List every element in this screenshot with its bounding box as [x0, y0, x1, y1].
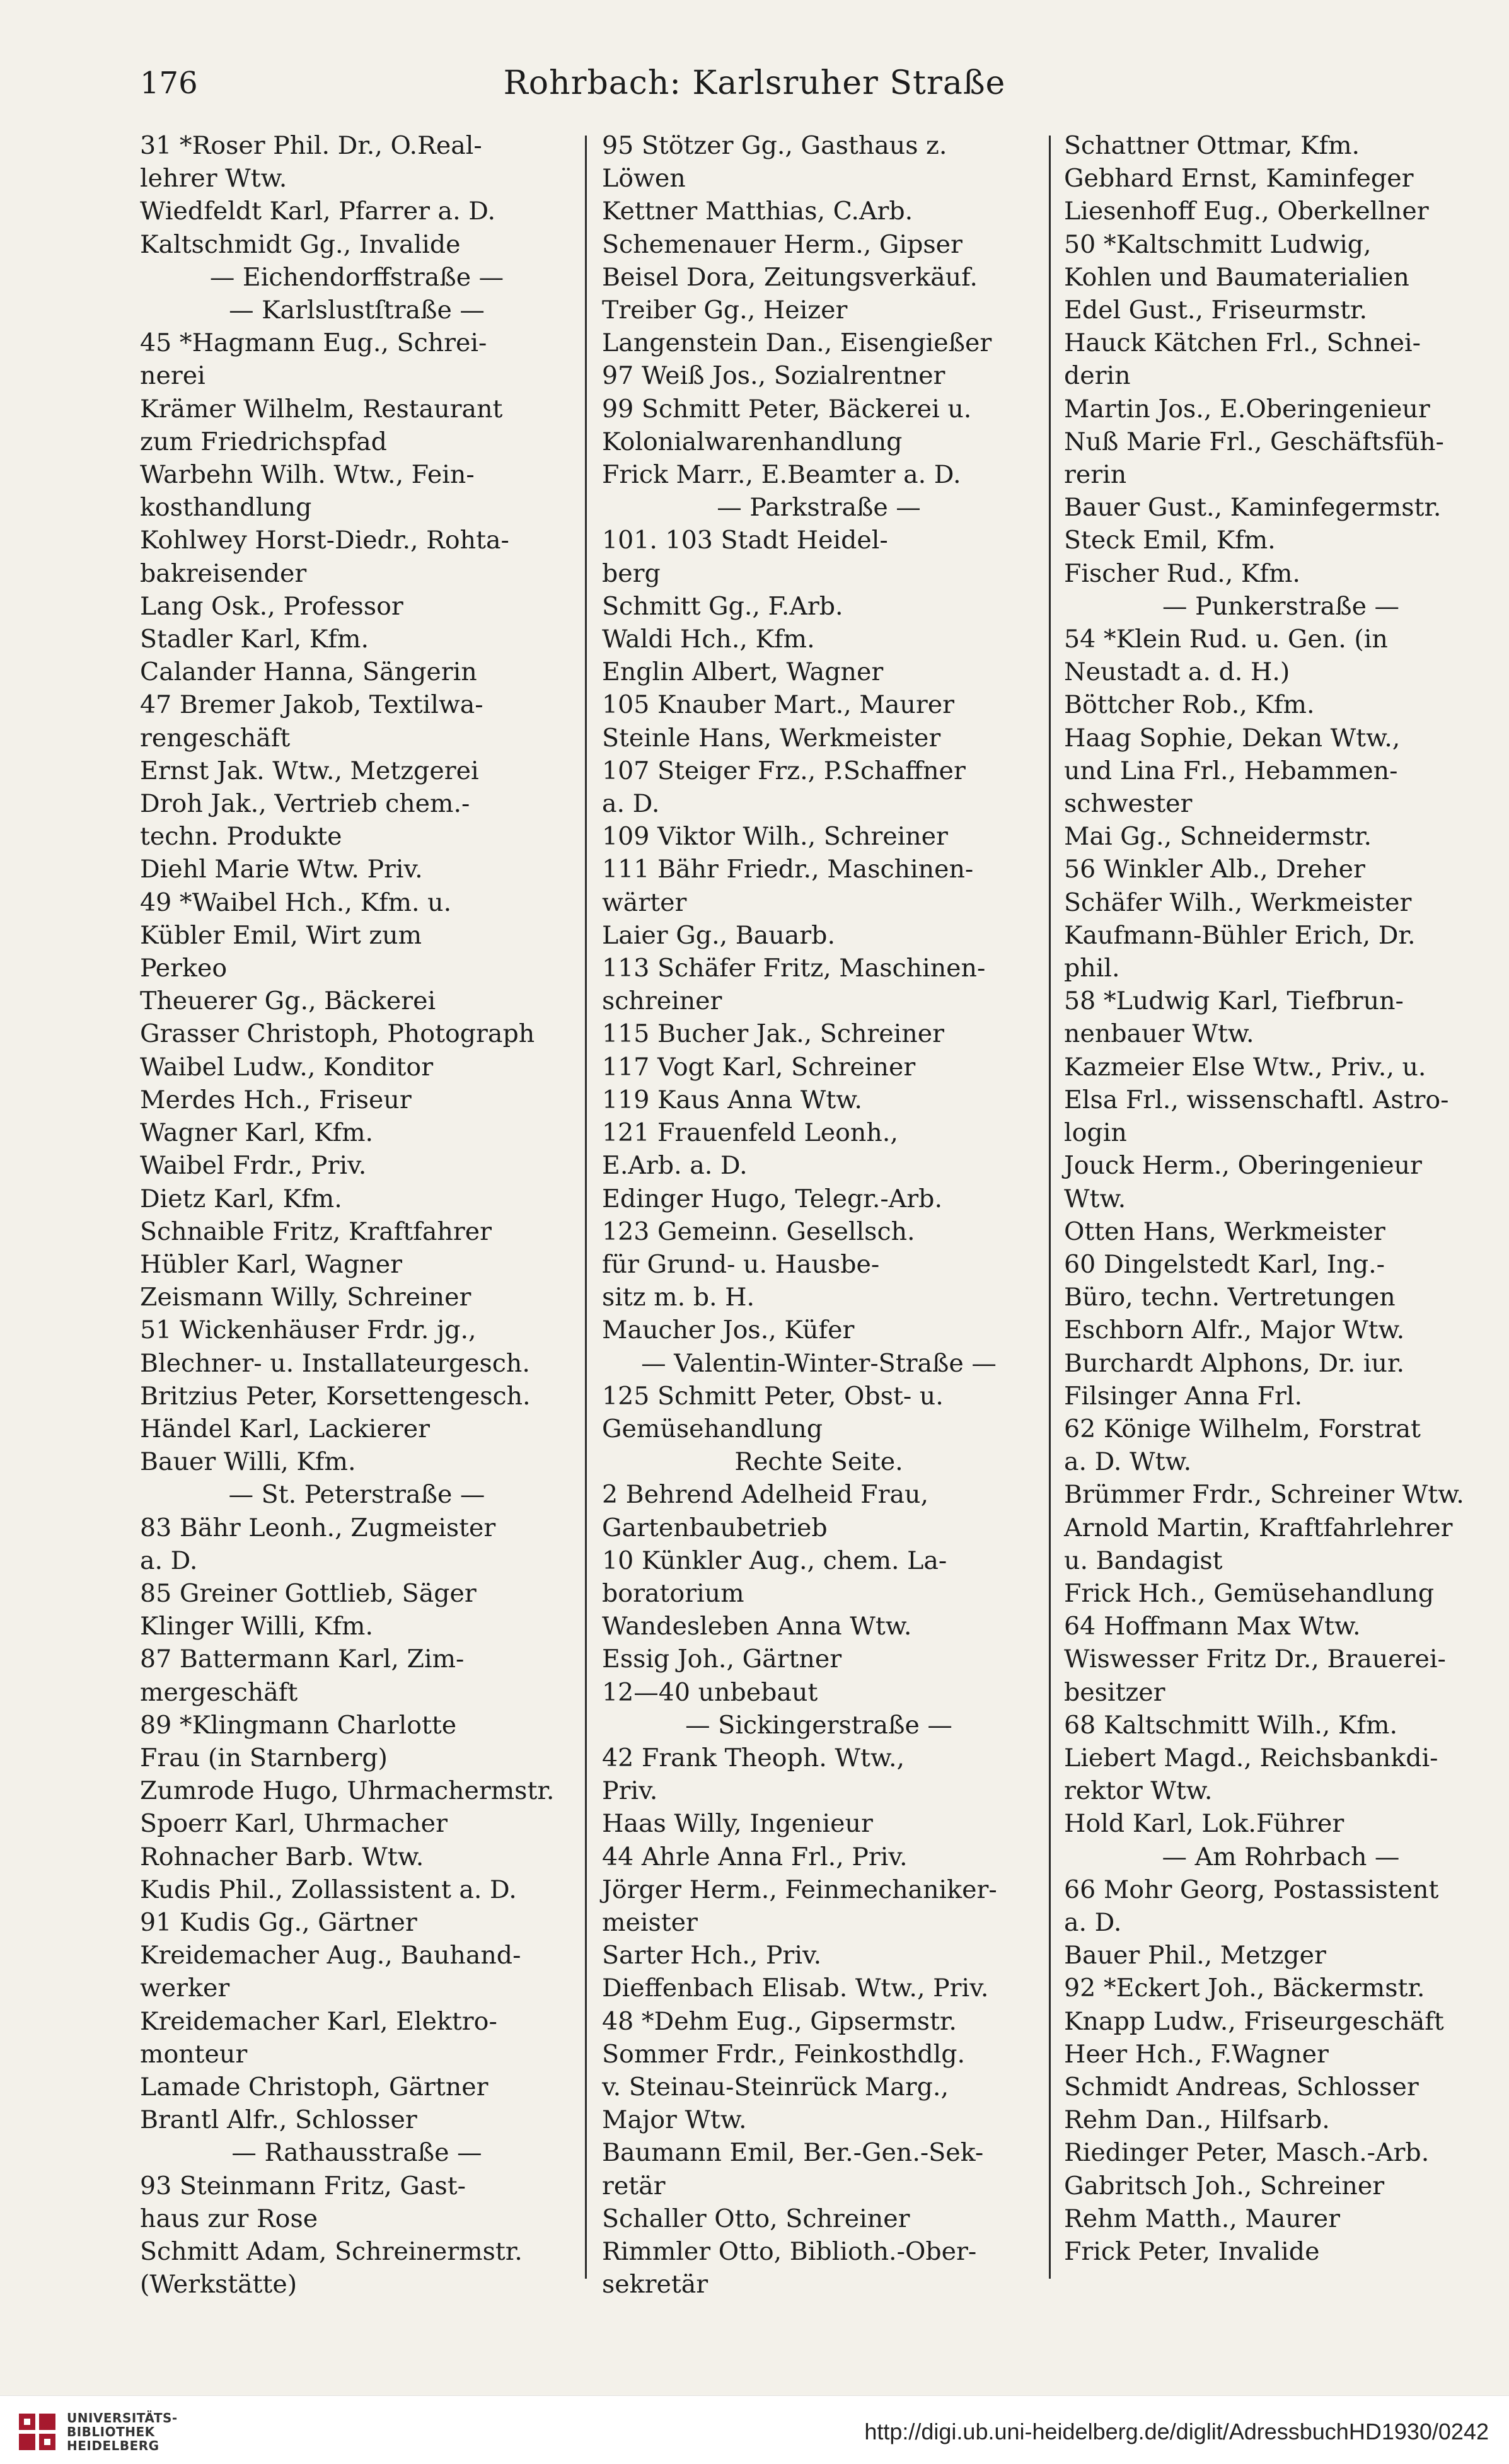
directory-entry-line: Liebert Magd., Reichsbankdi- [1064, 1743, 1438, 1773]
directory-entry-line: Zumrode Hugo, Uhrmachermstr. [140, 1776, 555, 1806]
directory-entry-line: Gartenbaubetrieb [602, 1513, 828, 1542]
directory-entry-line: Kolonialwarenhandlung [602, 427, 903, 456]
directory-entry-line: 92 *Eckert Joh., Bäckermstr. [1064, 1974, 1425, 2003]
directory-entry-line: Rimmler Otto, Biblioth.-Ober- [602, 2237, 977, 2266]
directory-entry-line: zum Friedrichspfad [140, 427, 387, 456]
directory-entry-line: Schattner Ottmar, Kfm. [1064, 131, 1360, 160]
directory-entry-line: Schmidt Andreas, Schlosser [1064, 2072, 1419, 2102]
library-name [67, 2411, 178, 2453]
street-heading: — Rathausstraße — [231, 2138, 482, 2168]
directory-entry-line: Sommer Frdr., Feinkosthdlg. [602, 2039, 966, 2069]
directory-entry-line: 10 Künkler Aug., chem. La- [602, 1546, 947, 1575]
directory-entry-line: Schäfer Wilh., Werkmeister [1064, 888, 1412, 917]
directory-entry-line: Kaltschmidt Gg., Invalide [140, 229, 461, 259]
directory-entry-line: Lang Osk., Professor [140, 591, 403, 621]
directory-entry-line: (Werkstätte) [140, 2270, 298, 2299]
directory-entry-line: Grasser Christoph, Photograph [140, 1019, 535, 1049]
directory-entry-line: Bauer Phil., Metzger [1064, 1941, 1326, 1970]
directory-entry-line: 125 Schmitt Peter, Obst- u. [602, 1381, 944, 1411]
directory-entry-line: derin [1064, 361, 1131, 391]
directory-entry-line: 60 Dingelstedt Karl, Ing.- [1064, 1249, 1385, 1279]
column-divider [1049, 136, 1051, 2279]
directory-entry-line: Liesenhoff Eug., Oberkellner [1064, 197, 1429, 226]
directory-entry-line: Hauck Kätchen Frl., Schnei- [1064, 328, 1421, 358]
directory-entry-line: Schmitt Gg., F.Arb. [602, 591, 843, 621]
directory-entry-line: a. D. [602, 789, 660, 819]
directory-entry-line: 93 Steinmann Fritz, Gast- [140, 2171, 466, 2201]
directory-entry-line: Dieffenbach Elisab. Wtw., Priv. [602, 1974, 989, 2003]
directory-entry-line: Diehl Marie Wtw. Priv. [140, 855, 423, 884]
directory-entry-line: Otten Hans, Werkmeister [1064, 1217, 1385, 1246]
directory-entry-line: nerei [140, 361, 205, 391]
directory-entry-line: Priv. [602, 1776, 658, 1806]
directory-entry-line: Kohlwey Horst-Diedr., Rohta- [140, 526, 509, 555]
directory-entry-line: 48 *Dehm Eug., Gipsermstr. [602, 2006, 957, 2036]
directory-entry-line: Hübler Karl, Wagner [140, 1249, 403, 1279]
directory-entry-line: 51 Wickenhäuser Frdr. jg., [140, 1316, 477, 1345]
directory-entry-line: Droh Jak., Vertrieb chem.- [140, 789, 470, 819]
directory-entry-line: Brantl Alfr., Schlosser [140, 2105, 417, 2135]
street-heading: — Am Rohrbach — [1162, 1842, 1400, 1871]
directory-entry-line: Büro, techn. Vertretungen [1064, 1283, 1396, 1312]
directory-entry-line: Händel Karl, Lackierer [140, 1414, 430, 1443]
directory-entry-line: werker [140, 1974, 230, 2003]
directory-entry-line: Hold Karl, Lok.Führer [1064, 1809, 1344, 1839]
directory-entry-line: Major Wtw. [602, 2105, 747, 2135]
directory-entry-line: Martin Jos., E.Oberingenieur [1064, 394, 1430, 424]
directory-entry-line: Gemüsehandlung [602, 1414, 823, 1443]
directory-entry-line: Böttcher Rob., Kfm. [1064, 690, 1315, 720]
directory-entry-line: Gebhard Ernst, Kaminfeger [1064, 164, 1414, 194]
directory-column-right [1064, 129, 1498, 2279]
directory-entry-line: Bauer Gust., Kaminfegermstr. [1064, 493, 1442, 523]
directory-entry-line: Kübler Emil, Wirt zum [140, 920, 422, 950]
directory-entry-line: Warbehn Wilh. Wtw., Fein- [140, 460, 475, 490]
directory-column-middle [602, 129, 1036, 2299]
directory-entry-line: rengeschäft [140, 723, 291, 753]
directory-entry-line: 83 Bähr Leonh., Zugmeister [140, 1513, 496, 1542]
directory-entry-line: 85 Greiner Gottlieb, Säger [140, 1578, 477, 1608]
directory-entry-line: besitzer [1064, 1677, 1165, 1707]
directory-entry-line: Kreidemacher Aug., Bauhand- [140, 1941, 521, 1970]
directory-entry-line: a. D. [1064, 1907, 1122, 1937]
directory-entry-line: 68 Kaltschmitt Wilh., Kfm. [1064, 1710, 1398, 1740]
directory-entry-line: berg [602, 558, 661, 588]
directory-entry-line: Schnaible Fritz, Kraftfahrer [140, 1217, 492, 1246]
directory-entry-line: 2 Behrend Adelheid Frau, [602, 1480, 929, 1510]
directory-entry-line: Jouck Herm., Oberingenieur [1064, 1151, 1422, 1181]
directory-entry-line: Krämer Wilhelm, Restaurant [140, 394, 503, 424]
directory-entry-line: für Grund- u. Hausbe- [602, 1249, 880, 1279]
directory-entry-line: Mai Gg., Schneidermstr. [1064, 822, 1372, 852]
directory-entry-line: Steinle Hans, Werkmeister [602, 723, 941, 753]
directory-entry-line: Frick Hch., Gemüsehandlung [1064, 1578, 1435, 1608]
directory-entry-line: 31 *Roser Phil. Dr., O.Real- [140, 131, 482, 160]
directory-entry-line: Englin Albert, Wagner [602, 657, 884, 687]
street-heading: — Punkerstraße — [1162, 591, 1400, 621]
directory-entry-line: Ernst Jak. Wtw., Metzgerei [140, 756, 479, 785]
directory-entry-line: sitz m. b. H. [602, 1283, 755, 1312]
directory-entry-line: Haag Sophie, Dekan Wtw., [1064, 723, 1401, 753]
directory-entry-line: Kettner Matthias, C.Arb. [602, 197, 913, 226]
directory-entry-line: Treiber Gg., Heizer [602, 296, 848, 325]
directory-entry-line: Riedinger Peter, Masch.-Arb. [1064, 2138, 1430, 2168]
directory-entry-line: Schemenauer Herm., Gipser [602, 229, 963, 259]
directory-entry-line: Knapp Ludw., Friseurgeschäft [1064, 2006, 1444, 2036]
directory-entry-line: schreiner [602, 986, 722, 1016]
directory-entry-line: Essig Joh., Gärtner [602, 1645, 842, 1674]
street-heading: — Valentin-Winter-Straße — [641, 1348, 997, 1378]
page-title: Rohrbach: Karlsruher Straße [503, 64, 1006, 102]
directory-entry-line: 95 Stötzer Gg., Gasthaus z. [602, 131, 947, 160]
directory-entry-line: 119 Kaus Anna Wtw. [602, 1085, 862, 1114]
directory-entry-line: rerin [1064, 460, 1127, 490]
directory-entry-line: Calander Hanna, Sängerin [140, 657, 477, 687]
directory-entry-line: Kaufmann-Bühler Erich, Dr. [1064, 920, 1416, 950]
library-name-line: UNIVERSITÄTS- [67, 2410, 178, 2426]
directory-entry-line: u. Bandagist [1064, 1546, 1223, 1575]
directory-entry-line: Waldi Hch., Kfm. [602, 625, 815, 654]
directory-entry-line: Waibel Ludw., Konditor [140, 1052, 434, 1082]
permalink-url[interactable]: http://digi.ub.uni-heidelberg.de/diglit/AdressbuchHD1930/0242 [864, 2419, 1489, 2444]
directory-entry-line: Wagner Karl, Kfm. [140, 1118, 374, 1148]
directory-entry-line: Dietz Karl, Kfm. [140, 1184, 342, 1213]
directory-entry-line: mergeschäft [140, 1677, 298, 1707]
directory-entry-line: Rehm Matth., Maurer [1064, 2204, 1340, 2233]
directory-entry-line: Blechner- u. Installateurgesch. [140, 1348, 530, 1378]
directory-entry-line: wärter [602, 888, 687, 917]
directory-entry-line: Rehm Dan., Hilfsarb. [1064, 2105, 1330, 2135]
directory-entry-line: Beisel Dora, Zeitungsverkäuf. [602, 262, 978, 292]
directory-entry-line: 54 *Klein Rud. u. Gen. (in [1064, 625, 1388, 654]
directory-entry-line: 121 Frauenfeld Leonh., [602, 1118, 898, 1148]
directory-entry-line: 107 Steiger Frz., P.Schaffner [602, 756, 966, 785]
directory-entry-line: 12—40 unbebaut [602, 1677, 818, 1707]
directory-entry-line: Nuß Marie Frl., Geschäftsfüh- [1064, 427, 1444, 456]
directory-entry-line: und Lina Frl., Hebammen- [1064, 756, 1398, 785]
directory-entry-line: Haas Willy, Ingenieur [602, 1809, 873, 1839]
directory-entry-line: Klinger Willi, Kfm. [140, 1612, 374, 1641]
directory-entry-line: schwester [1064, 789, 1193, 819]
directory-entry-line: 109 Viktor Wilh., Schreiner [602, 822, 948, 852]
directory-entry-line: 113 Schäfer Fritz, Maschinen- [602, 954, 986, 983]
page-number: 176 [140, 66, 198, 101]
directory-entry-line: Kudis Phil., Zollassistent a. D. [140, 1875, 517, 1904]
directory-entry-line: 56 Winkler Alb., Dreher [1064, 855, 1365, 884]
directory-entry-line: Laier Gg., Bauarb. [602, 920, 836, 950]
street-heading: Rechte Seite. [734, 1447, 903, 1477]
university-library-logo-icon [19, 2414, 55, 2450]
directory-entry-line: boratorium [602, 1578, 744, 1608]
directory-entry-line: 99 Schmitt Peter, Bäckerei u. [602, 394, 972, 424]
directory-entry-line: Baumann Emil, Ber.-Gen.-Sek- [602, 2138, 984, 2168]
directory-entry-line: Spoerr Karl, Uhrmacher [140, 1809, 448, 1839]
directory-entry-line: Merdes Hch., Friseur [140, 1085, 412, 1114]
directory-entry-line: Edinger Hugo, Telegr.-Arb. [602, 1184, 943, 1213]
directory-entry-line: 47 Bremer Jakob, Textilwa- [140, 690, 483, 720]
directory-entry-line: Schmitt Adam, Schreinermstr. [140, 2237, 523, 2266]
directory-entry-line: Wiedfeldt Karl, Pfarrer a. D. [140, 197, 496, 226]
library-logo[interactable] [19, 2411, 178, 2453]
directory-entry-line: 91 Kudis Gg., Gärtner [140, 1907, 417, 1937]
directory-entry-line: Bauer Willi, Kfm. [140, 1447, 356, 1477]
directory-entry-line: 97 Weiß Jos., Sozialrentner [602, 361, 945, 391]
directory-entry-line: 45 *Hagmann Eug., Schrei- [140, 328, 487, 358]
directory-entry-line: 117 Vogt Karl, Schreiner [602, 1052, 916, 1082]
directory-entry-line: Wiswesser Fritz Dr., Brauerei- [1064, 1645, 1446, 1674]
directory-entry-line: Kohlen und Baumaterialien [1064, 262, 1409, 292]
directory-entry-line: 64 Hoffmann Max Wtw. [1064, 1612, 1361, 1641]
directory-entry-line: Langenstein Dan., Eisengießer [602, 328, 992, 358]
directory-entry-line: v. Steinau-Steinrück Marg., [602, 2072, 949, 2102]
directory-entry-line: Löwen [602, 164, 686, 194]
directory-entry-line: phil. [1064, 954, 1120, 983]
column-divider [585, 136, 587, 2279]
directory-entry-line: Perkeo [140, 954, 228, 983]
directory-entry-line: Fischer Rud., Kfm. [1064, 558, 1300, 588]
directory-entry-line: 105 Knauber Mart., Maurer [602, 690, 954, 720]
directory-entry-line: Kazmeier Else Wtw., Priv., u. [1064, 1052, 1426, 1082]
directory-entry-line: Frick Peter, Invalide [1064, 2237, 1320, 2266]
directory-entry-line: 62 Könige Wilhelm, Forstrat [1064, 1414, 1421, 1443]
street-heading: — Sickingerstraße — [685, 1710, 952, 1740]
street-heading: — Parkstraße — [717, 493, 921, 523]
directory-entry-line: Steck Emil, Kfm. [1064, 526, 1276, 555]
directory-entry-line: techn. Produkte [140, 822, 342, 852]
directory-entry-line: Waibel Frdr., Priv. [140, 1151, 367, 1181]
directory-entry-line: Maucher Jos., Küfer [602, 1316, 855, 1345]
directory-entry-line: Theuerer Gg., Bäckerei [140, 986, 436, 1016]
directory-entry-line: Frick Marr., E.Beamter a. D. [602, 460, 961, 490]
directory-entry-line: Lamade Christoph, Gärtner [140, 2072, 489, 2102]
directory-entry-line: 111 Bähr Friedr., Maschinen- [602, 855, 974, 884]
library-name-line: HEIDELBERG [67, 2438, 159, 2453]
directory-entry-line: Wandesleben Anna Wtw. [602, 1612, 912, 1641]
directory-entry-line: Stadler Karl, Kfm. [140, 625, 369, 654]
directory-entry-line: Britzius Peter, Korsettengesch. [140, 1381, 531, 1411]
directory-entry-line: Edel Gust., Friseurmstr. [1064, 296, 1368, 325]
directory-entry-line: Neustadt a. d. H.) [1064, 657, 1290, 687]
street-heading: — Karlslustſtraße — [229, 296, 485, 325]
directory-entry-line: Schaller Otto, Schreiner [602, 2204, 910, 2233]
directory-entry-line: haus zur Rose [140, 2204, 318, 2233]
directory-entry-line: Zeismann Willy, Schreiner [140, 1283, 471, 1312]
directory-entry-line: 49 *Waibel Hch., Kfm. u. [140, 888, 452, 917]
directory-entry-line: Sarter Hch., Priv. [602, 1941, 822, 1970]
directory-entry-line: 58 *Ludwig Karl, Tiefbrun- [1064, 986, 1404, 1016]
directory-entry-line: kosthandlung [140, 493, 312, 523]
directory-entry-line: Frau (in Starnberg) [140, 1743, 388, 1773]
directory-entry-line: Rohnacher Barb. Wtw. [140, 1842, 424, 1871]
directory-entry-line: a. D. [140, 1546, 198, 1575]
directory-entry-line: 123 Gemeinn. Gesellsch. [602, 1217, 915, 1246]
street-heading: — St. Peterstraße — [228, 1480, 485, 1510]
directory-entry-line: 42 Frank Theoph. Wtw., [602, 1743, 905, 1773]
library-name-line: BIBLIOTHEK [67, 2424, 155, 2439]
directory-entry-line: Kreidemacher Karl, Elektro- [140, 2006, 497, 2036]
directory-entry-line: monteur [140, 2039, 248, 2069]
directory-entry-line: retär [602, 2171, 666, 2201]
directory-entry-line: Jörger Herm., Feinmechaniker- [602, 1875, 997, 1904]
directory-entry-line: Elsa Frl., wissenschaftl. Astro- [1064, 1085, 1449, 1114]
directory-entry-line: sekretär [602, 2270, 708, 2299]
directory-entry-line: Filsinger Anna Frl. [1064, 1381, 1303, 1411]
directory-entry-line: Burchardt Alphons, Dr. iur. [1064, 1348, 1405, 1378]
directory-entry-line: bakreisender [140, 558, 307, 588]
directory-entry-line: login [1064, 1118, 1127, 1148]
directory-entry-line: Heer Hch., F.Wagner [1064, 2039, 1329, 2069]
directory-entry-line: 101. 103 Stadt Heidel- [602, 526, 888, 555]
directory-column-left [140, 129, 574, 2299]
directory-entry-line: nenbauer Wtw. [1064, 1019, 1254, 1049]
directory-entry-line: 44 Ahrle Anna Frl., Priv. [602, 1842, 908, 1871]
street-heading: — Eichendorffstraße — [209, 262, 504, 292]
directory-entry-line: E.Arb. a. D. [602, 1151, 748, 1181]
directory-entry-line: Wtw. [1064, 1184, 1126, 1213]
directory-entry-line: 89 *Klingmann Charlotte [140, 1710, 457, 1740]
viewer-footer [0, 2395, 1509, 2464]
directory-entry-line: 115 Bucher Jak., Schreiner [602, 1019, 944, 1049]
directory-entry-line: Brümmer Frdr., Schreiner Wtw. [1064, 1480, 1464, 1510]
directory-entry-line: 87 Battermann Karl, Zim- [140, 1645, 465, 1674]
directory-entry-line: 66 Mohr Georg, Postassistent [1064, 1875, 1439, 1904]
directory-entry-line: rektor Wtw. [1064, 1776, 1213, 1806]
directory-entry-line: meister [602, 1907, 698, 1937]
directory-entry-line: Gabritsch Joh., Schreiner [1064, 2171, 1385, 2201]
directory-entry-line: 50 *Kaltschmitt Ludwig, [1064, 229, 1372, 259]
directory-entry-line: Arnold Martin, Kraftfahrlehrer [1064, 1513, 1453, 1542]
directory-entry-line: a. D. Wtw. [1064, 1447, 1192, 1477]
directory-entry-line: lehrer Wtw. [140, 164, 287, 194]
directory-entry-line: Eschborn Alfr., Major Wtw. [1064, 1316, 1405, 1345]
